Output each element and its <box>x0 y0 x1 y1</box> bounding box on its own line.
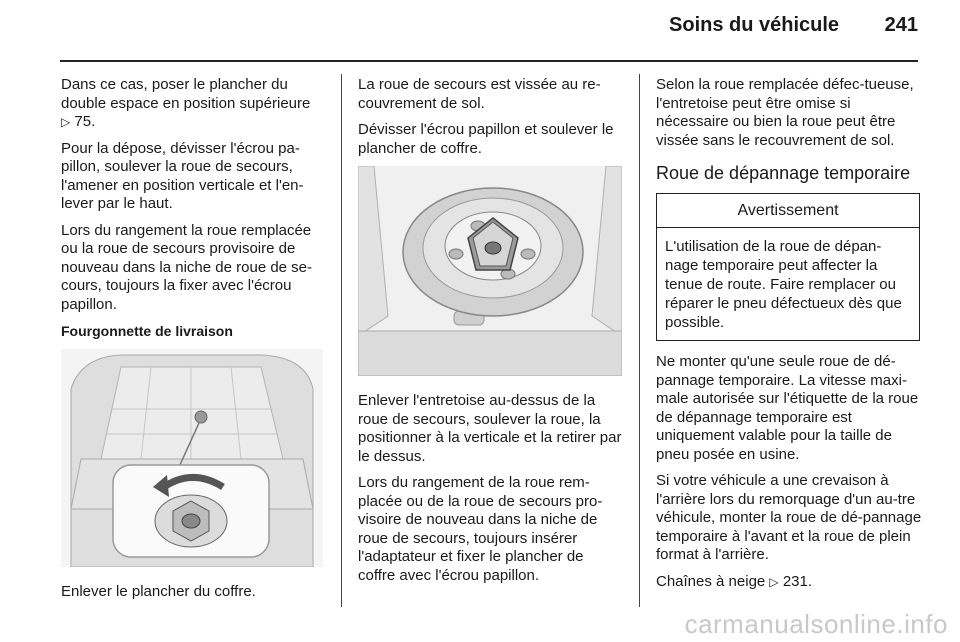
column-2 <box>358 76 624 593</box>
col1-paragraph-1: Dans ce cas, poser le plancher du double espace en position supérieure ▷ 75. <box>61 76 311 130</box>
spare-wheel-illustration <box>358 166 622 376</box>
col3-paragraph-4: Chaînes à neige ▷ 231. <box>656 572 813 590</box>
section-heading: Roue de dépannage temporaire <box>656 163 911 183</box>
col2-paragraph-1: La roue de secours est vissée au re-couvrement de sol. <box>358 76 601 112</box>
col2-paragraph-2: Dévisser l'écrou papillon et soulever le plancher de coffre. <box>358 121 614 157</box>
warning-title: Avertissement <box>657 194 919 229</box>
col3-paragraph-2: Ne monter qu'une seule roue de dé-pannage temporaire. La vitesse maxi-male autorisée sur l'étiquette de la roue de dépannage temporaire est uniquement valable pour la taille de pneu posée en usine. <box>656 353 919 463</box>
col1-subheading: Fourgonnette de livraison <box>61 323 233 339</box>
column-3 <box>656 76 922 599</box>
trunk-floor-illustration <box>61 349 323 567</box>
column-1 <box>61 76 327 609</box>
column-divider-1 <box>341 74 342 607</box>
col1-paragraph-3: Lors du rangement la roue remplacée ou la roue de secours provisoire de nouveau dans la niche de roue de se-cours, toujours la fixer avec l'écrou papillon. <box>61 221 313 313</box>
col3-page-ref-link[interactable]: 231. <box>782 572 813 590</box>
col1-figure-caption: Enlever le plancher du coffre. <box>61 582 256 600</box>
page-title: Soins du véhicule <box>669 14 840 36</box>
col3-paragraph-1: Selon la roue remplacée défec-tueuse, l'entretoise peut être omise si nécessaire ou bien la roue peut être vissée sans le recouvrement de sol. <box>656 76 914 149</box>
column-divider-2 <box>639 74 640 607</box>
header-rule <box>60 60 918 62</box>
col2-paragraph-4: Lors du rangement de la roue rem-placée ou de la roue de secours pro-visoire de nouveau dans la niche de roue de secours, toujours insérer l'adaptateur et fixer le plancher de coffre avec l'écrou papillon. <box>358 474 603 584</box>
warning-text: L'utilisation de la roue de dépan-nage temporaire peut affecter la tenue de route. Faire remplacer ou réparer le pneu défectueux dès que possible. <box>665 238 902 331</box>
col3-paragraph-3: Si votre véhicule a une crevaison à l'arrière lors du remorquage d'un au-tre véhicule, monter la roue de dé-pannage temporaire à l'avant et la roue de plein format à l'arrière. <box>656 472 922 563</box>
watermark: carmanualsonline.info <box>684 609 948 639</box>
page-header <box>669 14 918 37</box>
col2-paragraph-3: Enlever l'entretoise au-dessus de la roue de secours, soulever la roue, la positionner à la verticale et la retirer par le dessus. <box>358 392 622 465</box>
col1-page-ref-link[interactable]: 75. <box>74 113 96 130</box>
warning-box <box>656 193 920 342</box>
triangle-ref-icon: ▷ <box>769 574 779 589</box>
page-number: 241 <box>884 14 918 36</box>
triangle-ref-icon: ▷ <box>61 115 71 129</box>
col1-paragraph-2: Pour la dépose, dévisser l'écrou pa-pillon, soulever la roue de secours, l'amener en position verticale et l'en-lever par le haut. <box>61 139 304 212</box>
